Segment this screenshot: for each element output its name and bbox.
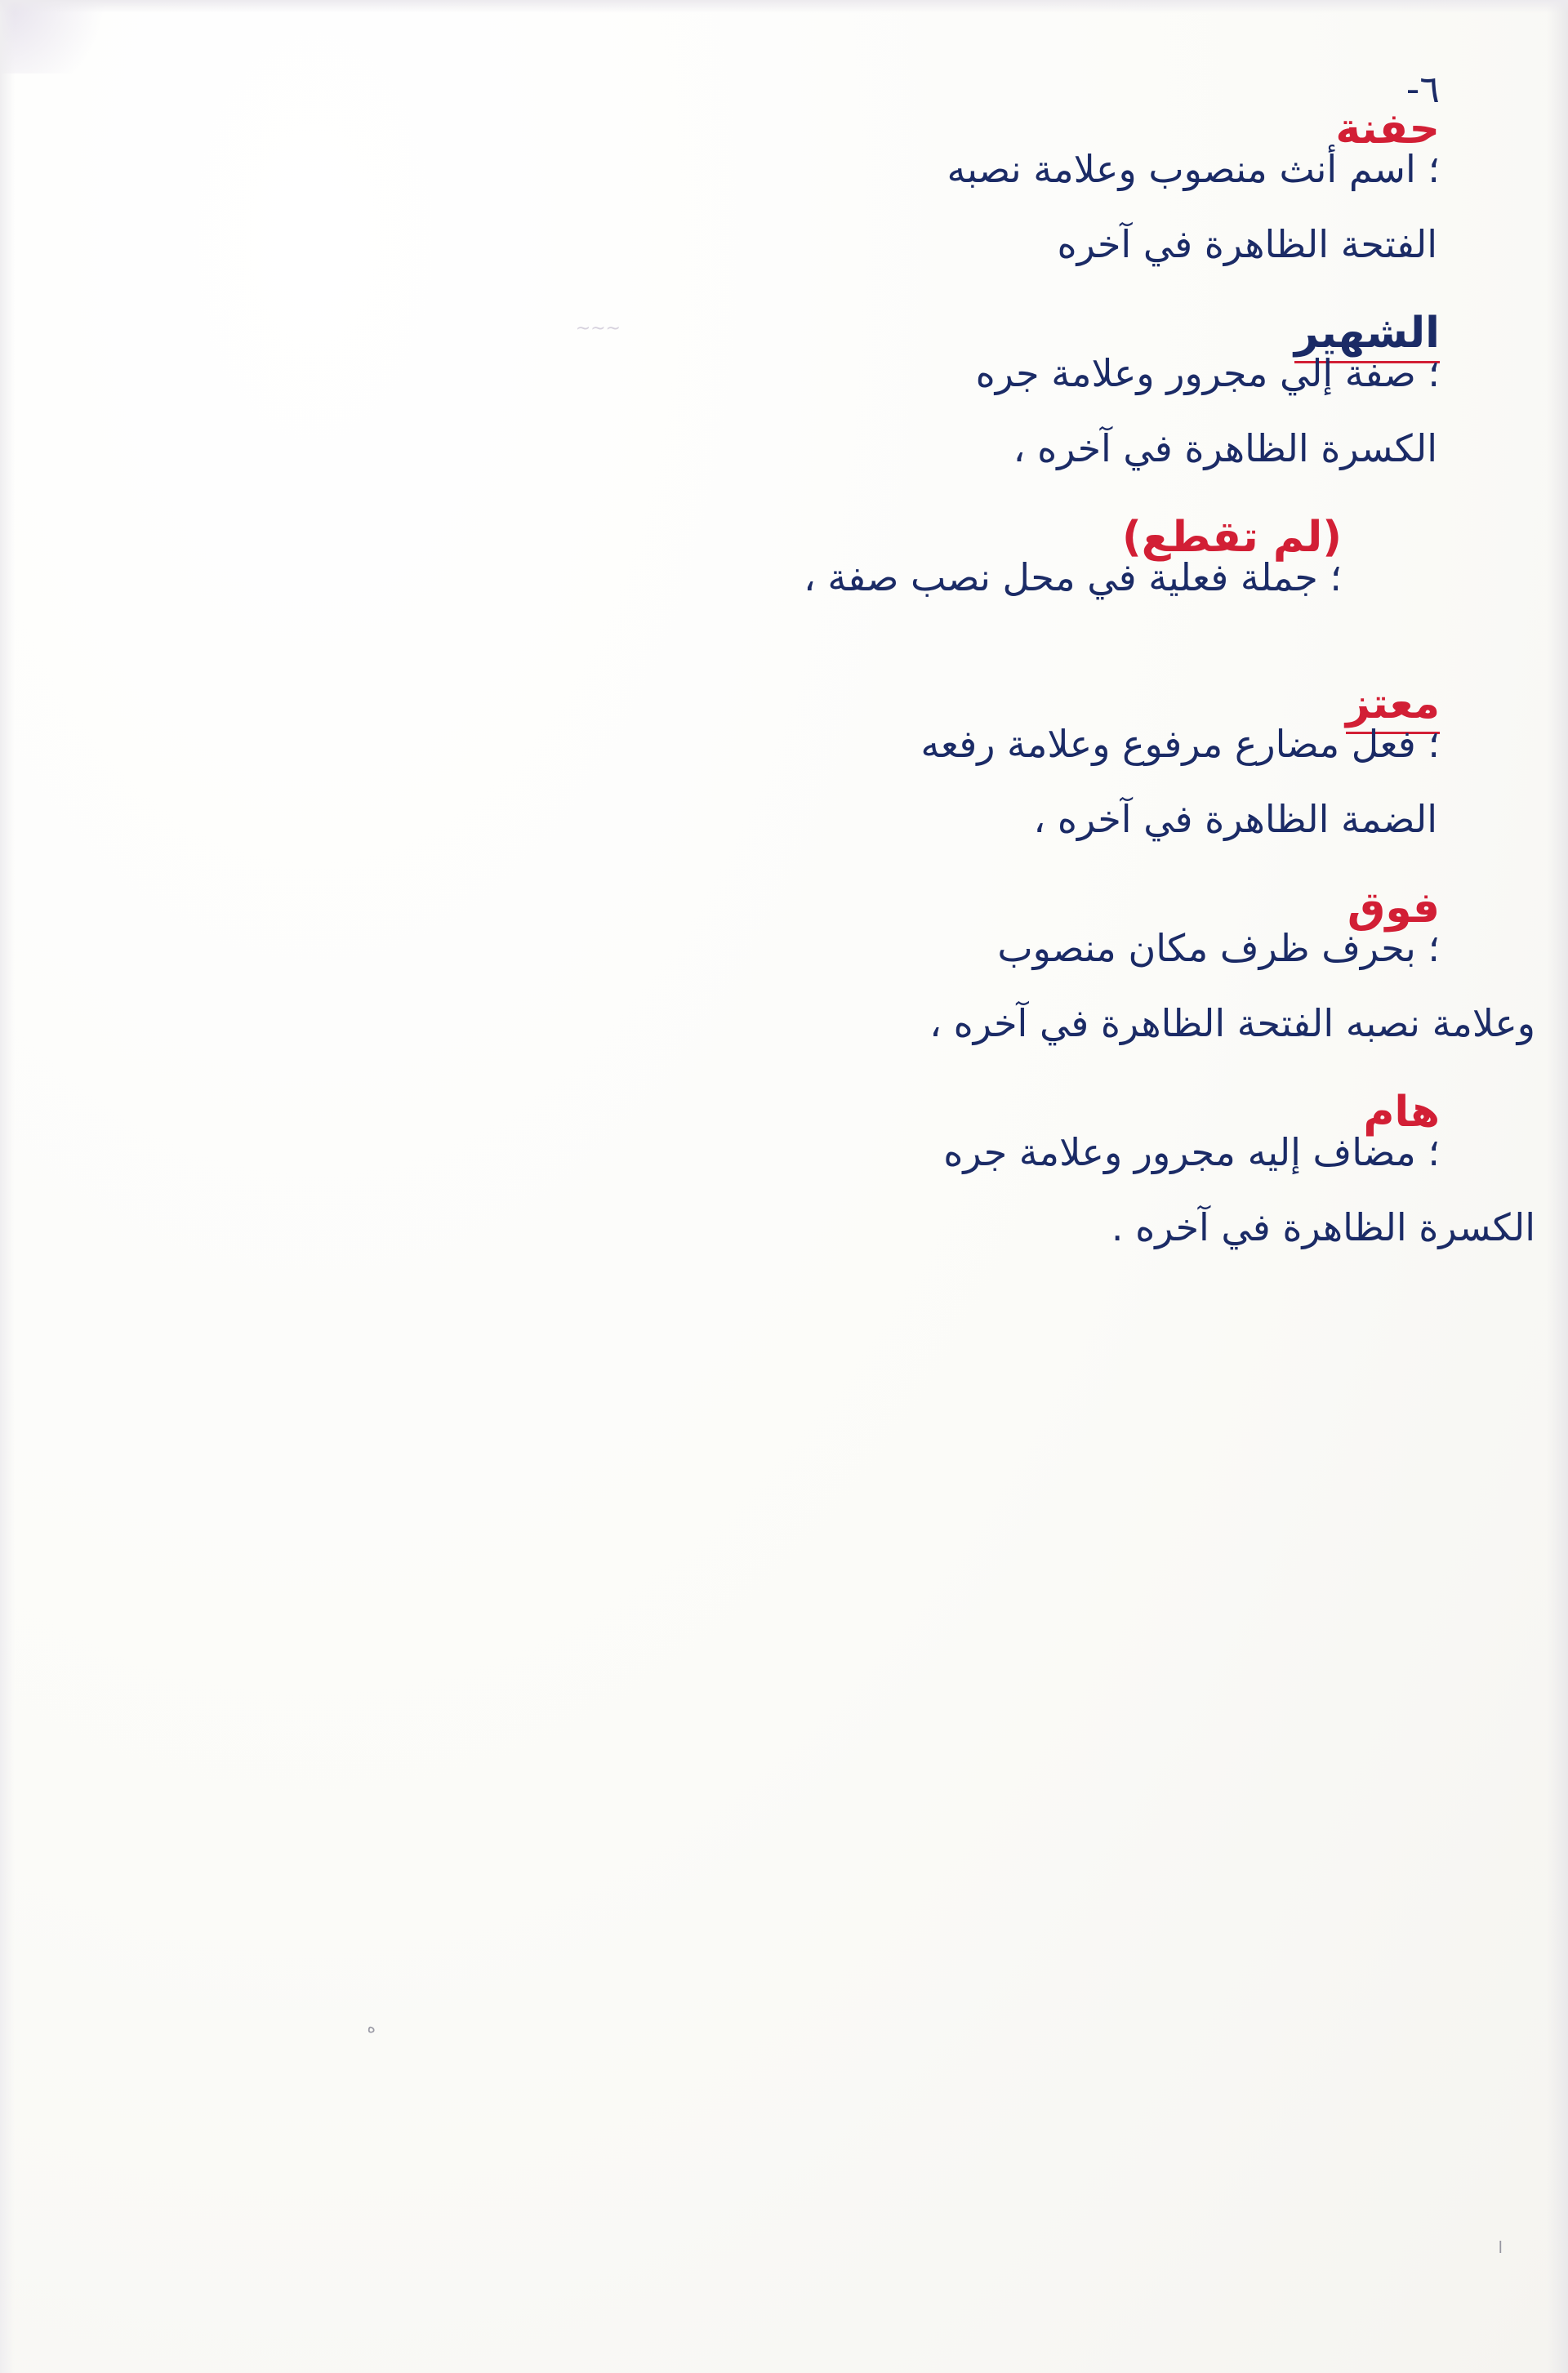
entry-line-text: ؛ جملة فعلية في محل نصب صفة ، [803, 555, 1343, 599]
entry-headword: (لم تقطع) [1121, 513, 1343, 562]
entry-line-text: ؛ مضاف إليه مجرور وعلامة جره [943, 1130, 1441, 1174]
entry-continuation-line: الضمة الظاهرة في آخره ، [1033, 797, 1437, 841]
entry-line-text: ؛ صفة إلي مجرور وعلامة جره [975, 351, 1441, 395]
note-entry [49, 274, 1535, 470]
note-entry [49, 849, 1535, 1045]
entry-first-line [49, 849, 1535, 1004]
entry-first-line [49, 274, 1535, 430]
scan-edge-right [1547, 0, 1568, 2373]
ink-smudge-mark: ~~~ [575, 318, 621, 339]
stray-ink-mark: ه [367, 2017, 376, 2037]
entry-continuation-line: وعلامة نصبه الفتحة الظاهرة في آخره ، [929, 1001, 1535, 1045]
entry-first-line [49, 33, 1535, 225]
scan-edge-left [0, 0, 15, 2373]
note-entry [49, 1053, 1535, 1249]
entry-headword: معتز [1346, 679, 1440, 734]
note-entry [49, 33, 1535, 266]
entry-headword: هام [1363, 1088, 1441, 1137]
entry-line-text: ؛ فعل مضارع مرفوع وعلامة رفعه [920, 722, 1441, 766]
scan-edge-top [0, 0, 1568, 13]
entry-first-line [49, 479, 1535, 634]
entry-continuation-line: الفتحة الظاهرة في آخره [1057, 222, 1437, 266]
entry-index: ٦- [1405, 67, 1441, 111]
entry-line-text: ؛ اسم أنث منصوب وعلامة نصبه [947, 147, 1441, 191]
entry-headword: حفنة [1335, 105, 1441, 154]
note-entry [49, 645, 1535, 841]
entry-continuation-line: الكسرة الظاهرة في آخره ، [1013, 426, 1437, 470]
entry-continuation-line: الكسرة الظاهرة في آخره . [1111, 1205, 1535, 1249]
entry-headword: الشهير [1294, 309, 1440, 363]
stray-ink-mark-bottom: ا [1498, 2237, 1503, 2257]
entry-line-text: ؛ بحرف ظرف مكان منصوب [997, 926, 1441, 970]
note-entry [49, 479, 1535, 634]
entry-first-line [49, 645, 1535, 800]
handwritten-text-block [49, 33, 1535, 1258]
entry-first-line [49, 1053, 1535, 1209]
entry-headword: فوق [1347, 884, 1441, 933]
